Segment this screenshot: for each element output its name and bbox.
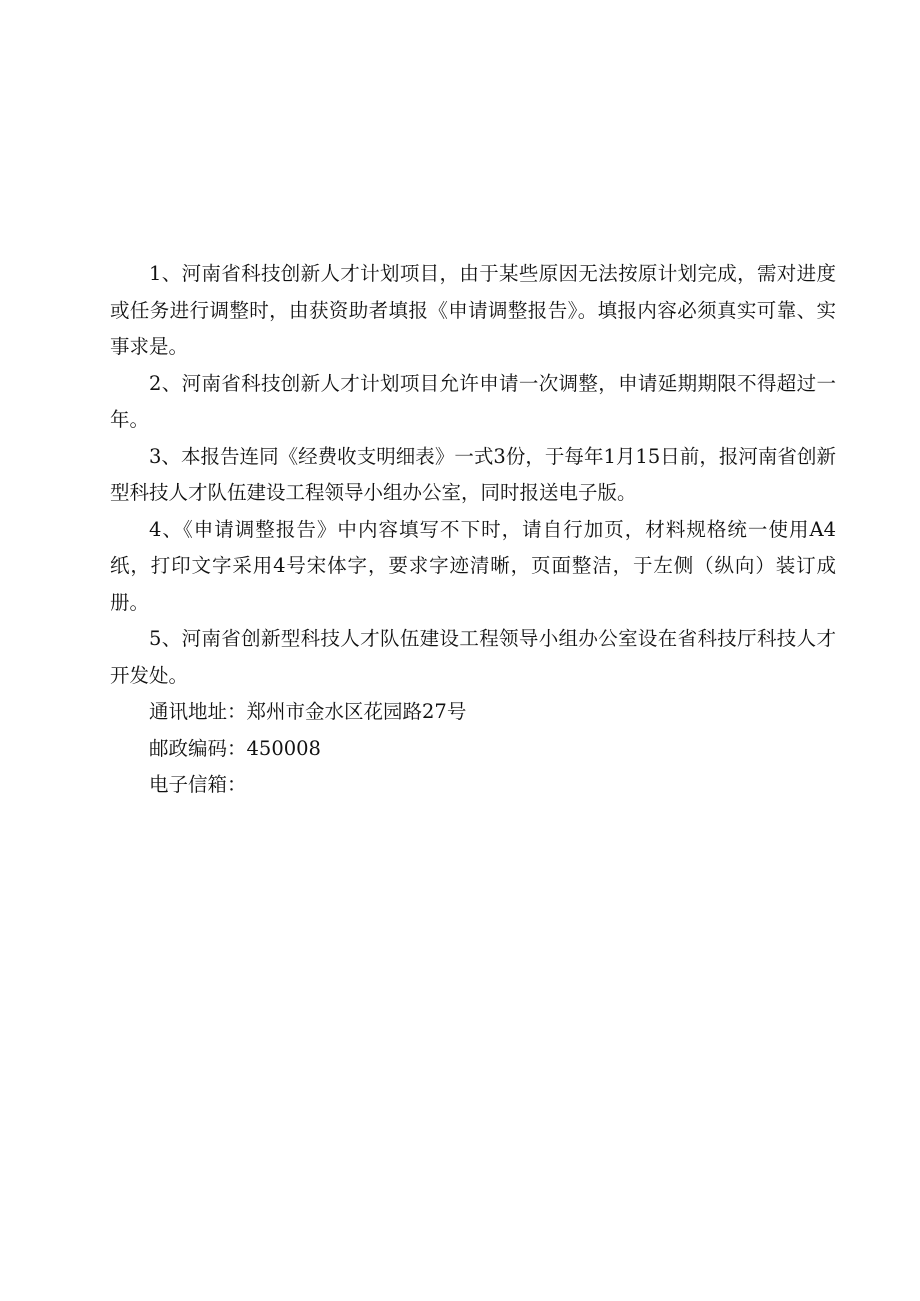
contact-address: 通讯地址：郑州市金水区花园路27号 <box>149 700 467 723</box>
note-5: 5、河南省创新型科技人才队伍建设工程领导小组办公室设在省科技厅科技人才开发处。 <box>110 627 836 687</box>
contact-postcode: 邮政编码：450008 <box>149 736 321 760</box>
note-1: 1、河南省科技创新人才计划项目，由于某些原因无法按原计划完成，需对进度或任务进行调整时，由获资助者填报《申请调整报告》。填报内容必须真实可靠、实事求是。 <box>110 262 836 358</box>
note-2: 2、河南省科技创新人才计划项目允许申请一次调整，申请延期期限不得超过一年。 <box>110 371 836 431</box>
instructions-body <box>110 256 836 804</box>
note-4: 4、《申请调整报告》中内容填写不下时，请自行加页，材料规格统一使用A4纸，打印文字采用4号宋体字，要求字迹清晰，页面整洁，于左侧（纵向）装订成册。 <box>110 517 836 614</box>
contact-email: 电子信箱： <box>149 773 247 796</box>
note-3: 3、本报告连同《经费收支明细表》一式3份，于每年1月15日前，报河南省创新型科技人才队伍建设工程领导小组办公室，同时报送电子版。 <box>110 444 836 504</box>
